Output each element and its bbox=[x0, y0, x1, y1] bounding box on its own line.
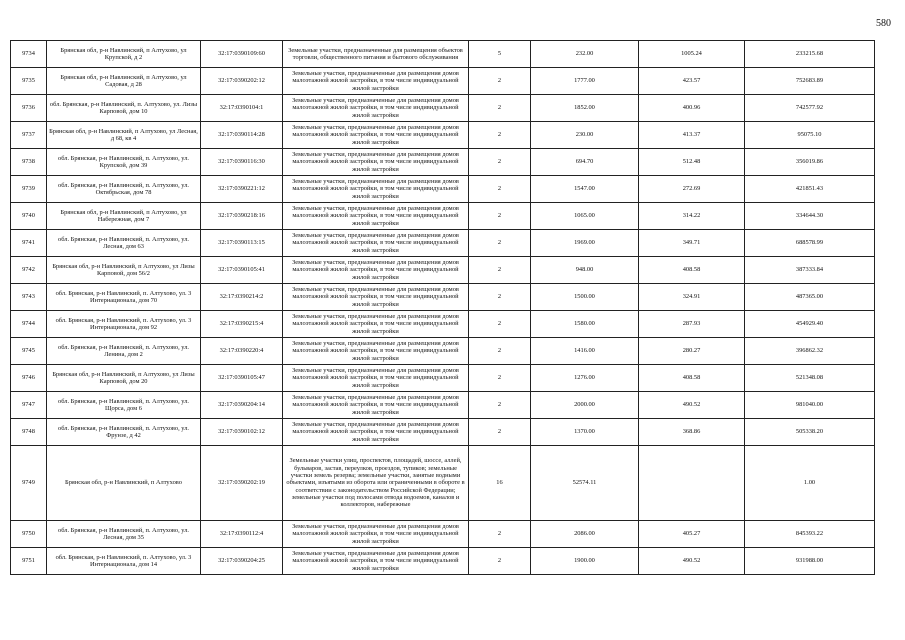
address-cell: Брянская обл, р-н Навлинский, п Алтухово, ул Садовая, д 28 bbox=[47, 68, 201, 95]
table-body bbox=[11, 41, 875, 575]
row-number: 9745 bbox=[11, 338, 47, 365]
specific-value-cell: 324.91 bbox=[639, 284, 745, 311]
land-use-cell: Земельные участки, предназначенные для размещения домов малоэтажной жилой застройки, в том числе индивидуальной жилой застройки bbox=[283, 176, 469, 203]
use-category-cell: 2 bbox=[469, 95, 531, 122]
row-number: 9750 bbox=[11, 521, 47, 548]
use-category-cell: 2 bbox=[469, 284, 531, 311]
area-cell: 1416.00 bbox=[531, 338, 639, 365]
use-category-cell: 2 bbox=[469, 338, 531, 365]
cadastral-number-cell: 32:17:0390113:15 bbox=[201, 230, 283, 257]
specific-value-cell: 368.86 bbox=[639, 419, 745, 446]
address-cell: Брянская обл, р-н Навлинский, п Алтухово, ул Крупской, д 2 bbox=[47, 41, 201, 68]
address-cell: Брянская обл, р-н Навлинский, п Алтухово, ул Лизы Карповой, дом 20 bbox=[47, 365, 201, 392]
row-number: 9740 bbox=[11, 203, 47, 230]
area-cell: 1777.00 bbox=[531, 68, 639, 95]
land-use-cell: Земельные участки, предназначенные для размещения домов малоэтажной жилой застройки, в том числе индивидуальной жилой застройки bbox=[283, 95, 469, 122]
specific-value-cell: 280.27 bbox=[639, 338, 745, 365]
land-use-cell: Земельные участки, предназначенные для размещения домов малоэтажной жилой застройки, в том числе индивидуальной жилой застройки bbox=[283, 284, 469, 311]
address-cell: Брянская обл, р-н Навлинский, п Алтухово, ул Лизы Карповой, дом 56/2 bbox=[47, 257, 201, 284]
cadastral-value-cell: 688578.99 bbox=[745, 230, 875, 257]
cadastral-number-cell: 32:17:0390202:19 bbox=[201, 446, 283, 521]
use-category-cell: 2 bbox=[469, 230, 531, 257]
address-cell: обл. Брянская, р-н Навлинский, п. Алтухово, ул. Лесная, дом 35 bbox=[47, 521, 201, 548]
area-cell: 2000.00 bbox=[531, 392, 639, 419]
specific-value-cell: 423.57 bbox=[639, 68, 745, 95]
area-cell: 1580.00 bbox=[531, 311, 639, 338]
cadastral-value-cell: 845393.22 bbox=[745, 521, 875, 548]
row-number: 9735 bbox=[11, 68, 47, 95]
address-cell: Брянская обл, р-н Навлинский, п Алтухово, ул Лесная, д 68, кв 4 bbox=[47, 122, 201, 149]
use-category-cell: 2 bbox=[469, 176, 531, 203]
use-category-cell: 16 bbox=[469, 446, 531, 521]
area-cell: 52574.11 bbox=[531, 446, 639, 521]
table-row bbox=[11, 446, 875, 521]
table-row bbox=[11, 149, 875, 176]
cadastral-value-cell: 387333.84 bbox=[745, 257, 875, 284]
specific-value-cell: 408.58 bbox=[639, 257, 745, 284]
land-use-cell: Земельные участки, предназначенные для размещения домов малоэтажной жилой застройки, в том числе индивидуальной жилой застройки bbox=[283, 338, 469, 365]
table-row bbox=[11, 548, 875, 575]
table-row bbox=[11, 338, 875, 365]
table-row bbox=[11, 284, 875, 311]
specific-value-cell: 405.27 bbox=[639, 521, 745, 548]
land-use-cell: Земельные участки, предназначенные для размещения домов малоэтажной жилой застройки, в том числе индивидуальной жилой застройки bbox=[283, 257, 469, 284]
cadastral-value-cell: 521348.08 bbox=[745, 365, 875, 392]
area-cell: 948.00 bbox=[531, 257, 639, 284]
table-row bbox=[11, 68, 875, 95]
address-cell: обл. Брянская, р-н Навлинский, п. Алтухово, ул. 3 Интернационала, дом 70 bbox=[47, 284, 201, 311]
area-cell: 2086.00 bbox=[531, 521, 639, 548]
table-row bbox=[11, 95, 875, 122]
cadastral-number-cell: 32:17:0390105:47 bbox=[201, 365, 283, 392]
address-cell: обл. Брянская, р-н Навлинский, п. Алтухово, ул. Ленина, дом 2 bbox=[47, 338, 201, 365]
specific-value-cell: 314.22 bbox=[639, 203, 745, 230]
row-number: 9747 bbox=[11, 392, 47, 419]
address-cell: обл. Брянская, р-н Навлинский, п. Алтухово, ул. Лизы Карповой, дом 10 bbox=[47, 95, 201, 122]
cadastral-value-cell: 356019.86 bbox=[745, 149, 875, 176]
cadastral-number-cell: 32:17:0390105:41 bbox=[201, 257, 283, 284]
cadastral-value-cell: 334644.30 bbox=[745, 203, 875, 230]
address-cell: обл. Брянская, р-н Навлинский, п. Алтухово, ул. 3 Интернационала, дом 14 bbox=[47, 548, 201, 575]
specific-value-cell bbox=[639, 446, 745, 521]
row-number: 9738 bbox=[11, 149, 47, 176]
land-use-cell: Земельные участки, предназначенные для размещения объектов торговли, общественного питания и бытового обслуживания bbox=[283, 41, 469, 68]
land-use-cell: Земельные участки улиц, проспектов, площадей, шоссе, аллей, бульваров, застав, переулков, проездов, тупиков; земельные участки земель резерва; земельные участки, занятые водными объектами, изъятыми из оборота или ограниченными в обороте в соответствии с законодательством Российской Федерации; земельные участки под полосами отвода водоемов, каналов и коллекторов, набережные bbox=[283, 446, 469, 521]
specific-value-cell: 512.48 bbox=[639, 149, 745, 176]
cadastral-number-cell: 32:17:0390102:12 bbox=[201, 419, 283, 446]
cadastral-value-cell: 421851.43 bbox=[745, 176, 875, 203]
area-cell: 1500.00 bbox=[531, 284, 639, 311]
specific-value-cell: 272.69 bbox=[639, 176, 745, 203]
use-category-cell: 2 bbox=[469, 365, 531, 392]
cadastral-number-cell: 32:17:0390220:4 bbox=[201, 338, 283, 365]
area-cell: 1900.00 bbox=[531, 548, 639, 575]
land-use-cell: Земельные участки, предназначенные для размещения домов малоэтажной жилой застройки, в том числе индивидуальной жилой застройки bbox=[283, 311, 469, 338]
row-number: 9751 bbox=[11, 548, 47, 575]
specific-value-cell: 408.58 bbox=[639, 365, 745, 392]
area-cell: 1276.00 bbox=[531, 365, 639, 392]
address-cell: обл. Брянская, р-н Навлинский, п. Алтухово, ул. Щорса, дом 6 bbox=[47, 392, 201, 419]
use-category-cell: 2 bbox=[469, 203, 531, 230]
table-row bbox=[11, 230, 875, 257]
use-category-cell: 2 bbox=[469, 68, 531, 95]
cadastral-value-cell: 95075.10 bbox=[745, 122, 875, 149]
cadastral-value-cell: 752683.89 bbox=[745, 68, 875, 95]
cadastral-number-cell: 32:17:0390204:14 bbox=[201, 392, 283, 419]
table-row bbox=[11, 257, 875, 284]
cadastral-number-cell: 32:17:0390214:2 bbox=[201, 284, 283, 311]
land-use-cell: Земельные участки, предназначенные для размещения домов малоэтажной жилой застройки, в том числе индивидуальной жилой застройки bbox=[283, 230, 469, 257]
area-cell: 1852.00 bbox=[531, 95, 639, 122]
cadastral-number-cell: 32:17:0390204:25 bbox=[201, 548, 283, 575]
cadastral-value-cell: 487365.00 bbox=[745, 284, 875, 311]
address-cell: обл. Брянская, р-н Навлинский, п. Алтухово, ул. Крупской, дом 39 bbox=[47, 149, 201, 176]
land-use-cell: Земельные участки, предназначенные для размещения домов малоэтажной жилой застройки, в том числе индивидуальной жилой застройки bbox=[283, 122, 469, 149]
use-category-cell: 2 bbox=[469, 311, 531, 338]
use-category-cell: 2 bbox=[469, 548, 531, 575]
land-use-cell: Земельные участки, предназначенные для размещения домов малоэтажной жилой застройки, в том числе индивидуальной жилой застройки bbox=[283, 392, 469, 419]
land-use-cell: Земельные участки, предназначенные для размещения домов малоэтажной жилой застройки, в том числе индивидуальной жилой застройки bbox=[283, 203, 469, 230]
area-cell: 1065.00 bbox=[531, 203, 639, 230]
specific-value-cell: 349.71 bbox=[639, 230, 745, 257]
land-use-cell: Земельные участки, предназначенные для размещения домов малоэтажной жилой застройки, в том числе индивидуальной жилой застройки bbox=[283, 521, 469, 548]
cadastral-value-cell: 454929.40 bbox=[745, 311, 875, 338]
address-cell: обл. Брянская, р-н Навлинский, п. Алтухово, ул. Октябрьская, дом 78 bbox=[47, 176, 201, 203]
use-category-cell: 2 bbox=[469, 122, 531, 149]
specific-value-cell: 490.52 bbox=[639, 548, 745, 575]
table-row bbox=[11, 41, 875, 68]
table-row bbox=[11, 203, 875, 230]
table-row bbox=[11, 176, 875, 203]
cadastral-number-cell: 32:17:0390116:30 bbox=[201, 149, 283, 176]
row-number: 9741 bbox=[11, 230, 47, 257]
cadastral-value-cell: 1.00 bbox=[745, 446, 875, 521]
specific-value-cell: 400.96 bbox=[639, 95, 745, 122]
specific-value-cell: 413.37 bbox=[639, 122, 745, 149]
area-cell: 230.00 bbox=[531, 122, 639, 149]
land-use-cell: Земельные участки, предназначенные для размещения домов малоэтажной жилой застройки, в том числе индивидуальной жилой застройки bbox=[283, 548, 469, 575]
area-cell: 1370.00 bbox=[531, 419, 639, 446]
cadastral-value-cell: 505338.20 bbox=[745, 419, 875, 446]
cadastral-value-cell: 931988.00 bbox=[745, 548, 875, 575]
area-cell: 232.00 bbox=[531, 41, 639, 68]
address-cell: обл. Брянская, р-н Навлинский, п. Алтухово, ул. Фрунзе, д 42 bbox=[47, 419, 201, 446]
address-cell: обл. Брянская, р-н Навлинский, п. Алтухово, ул. 3 Интернационала, дом 92 bbox=[47, 311, 201, 338]
cadastral-value-cell: 233215.68 bbox=[745, 41, 875, 68]
page-number: 580 bbox=[876, 18, 891, 29]
use-category-cell: 2 bbox=[469, 419, 531, 446]
row-number: 9736 bbox=[11, 95, 47, 122]
address-cell: обл. Брянская, р-н Навлинский, п. Алтухово, ул. Лесная, дом 63 bbox=[47, 230, 201, 257]
row-number: 9743 bbox=[11, 284, 47, 311]
cadastral-value-cell: 981040.00 bbox=[745, 392, 875, 419]
use-category-cell: 2 bbox=[469, 521, 531, 548]
row-number: 9744 bbox=[11, 311, 47, 338]
cadastral-number-cell: 32:17:0390109:60 bbox=[201, 41, 283, 68]
table-row bbox=[11, 311, 875, 338]
row-number: 9742 bbox=[11, 257, 47, 284]
cadastral-number-cell: 32:17:0390114:28 bbox=[201, 122, 283, 149]
cadastral-value-cell: 742577.92 bbox=[745, 95, 875, 122]
cadastral-number-cell: 32:17:0390218:16 bbox=[201, 203, 283, 230]
use-category-cell: 2 bbox=[469, 149, 531, 176]
table-row bbox=[11, 392, 875, 419]
table-row bbox=[11, 122, 875, 149]
cadastral-number-cell: 32:17:0390112:4 bbox=[201, 521, 283, 548]
row-number: 9749 bbox=[11, 446, 47, 521]
row-number: 9748 bbox=[11, 419, 47, 446]
cadastral-number-cell: 32:17:0390215:4 bbox=[201, 311, 283, 338]
table-row bbox=[11, 365, 875, 392]
cadastral-number-cell: 32:17:0390221:12 bbox=[201, 176, 283, 203]
land-use-cell: Земельные участки, предназначенные для размещения домов малоэтажной жилой застройки, в том числе индивидуальной жилой застройки bbox=[283, 149, 469, 176]
specific-value-cell: 490.52 bbox=[639, 392, 745, 419]
area-cell: 694.70 bbox=[531, 149, 639, 176]
cadastral-value-table bbox=[10, 40, 875, 575]
area-cell: 1969.00 bbox=[531, 230, 639, 257]
use-category-cell: 2 bbox=[469, 257, 531, 284]
cadastral-number-cell: 32:17:0390202:12 bbox=[201, 68, 283, 95]
row-number: 9739 bbox=[11, 176, 47, 203]
land-use-cell: Земельные участки, предназначенные для размещения домов малоэтажной жилой застройки, в том числе индивидуальной жилой застройки bbox=[283, 365, 469, 392]
row-number: 9746 bbox=[11, 365, 47, 392]
row-number: 9737 bbox=[11, 122, 47, 149]
use-category-cell: 2 bbox=[469, 392, 531, 419]
cadastral-value-cell: 396862.32 bbox=[745, 338, 875, 365]
land-use-cell: Земельные участки, предназначенные для размещения домов малоэтажной жилой застройки, в том числе индивидуальной жилой застройки bbox=[283, 419, 469, 446]
row-number: 9734 bbox=[11, 41, 47, 68]
specific-value-cell: 1005.24 bbox=[639, 41, 745, 68]
land-use-cell: Земельные участки, предназначенные для размещения домов малоэтажной жилой застройки, в том числе индивидуальной жилой застройки bbox=[283, 68, 469, 95]
table-row bbox=[11, 521, 875, 548]
area-cell: 1547.00 bbox=[531, 176, 639, 203]
address-cell: Брянская обл, р-н Навлинский, п Алтухово, ул Набережная, дом 7 bbox=[47, 203, 201, 230]
specific-value-cell: 287.93 bbox=[639, 311, 745, 338]
use-category-cell: 5 bbox=[469, 41, 531, 68]
address-cell: Брянская обл, р-н Навлинский, п Алтухово bbox=[47, 446, 201, 521]
cadastral-number-cell: 32:17:0390104:1 bbox=[201, 95, 283, 122]
table-row bbox=[11, 419, 875, 446]
